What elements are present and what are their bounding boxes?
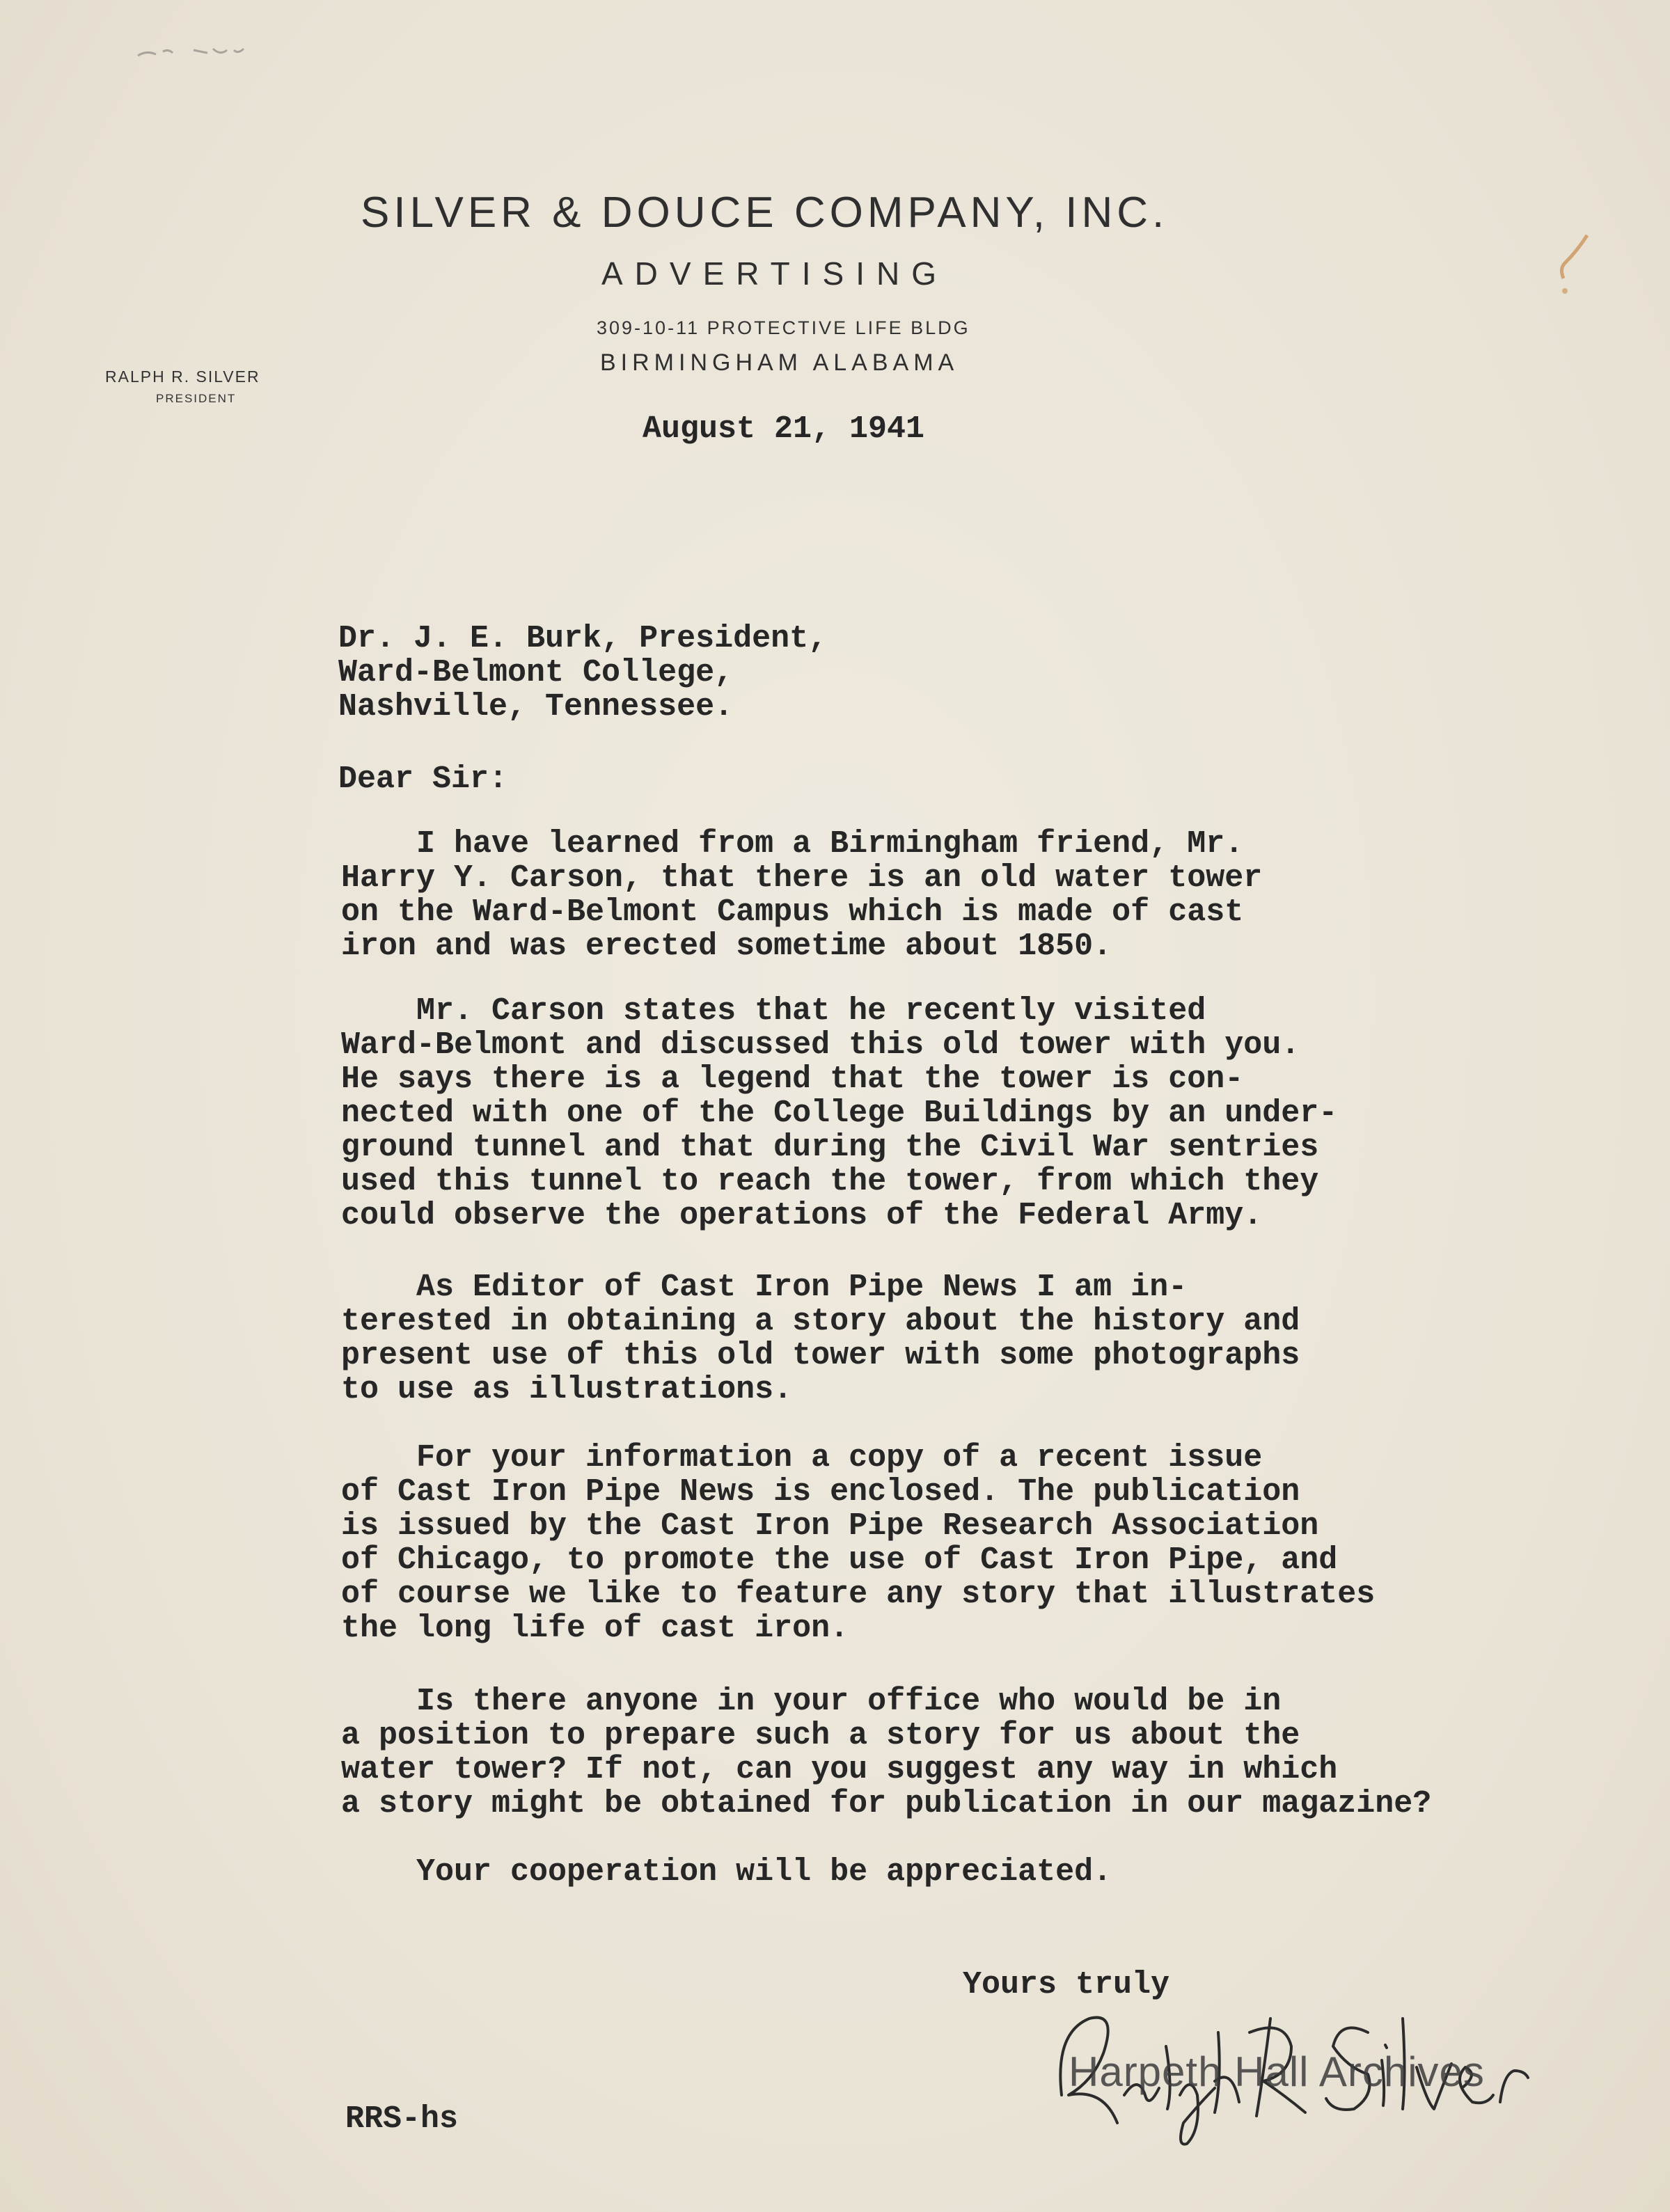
letter-date: August 21, 1941	[643, 411, 925, 447]
body-paragraph: Mr. Carson states that he recently visited Ward-Belmont and discussed this old tower with you. He says there is a legend that the tower is con- nected with one of the College Buildings by an under- ground tunnel and that during the Civil War sentries used this tunnel to reach the tower, from which they could observe the operations of the Federal Army.	[341, 993, 1338, 1233]
closing: Yours truly	[963, 1967, 1170, 2002]
typist-initials: RRS-hs	[345, 2101, 459, 2137]
archive-watermark: Harpeth Hall Archives	[1069, 2048, 1485, 2095]
pencil-mark	[132, 36, 251, 64]
recipient-line: Ward-Belmont College,	[338, 655, 734, 690]
letterhead-person-name: RALPH R. SILVER	[105, 368, 260, 386]
body-paragraph: Is there anyone in your office who would be in a position to prepare such a story for us about the water tower? If not, can you suggest any way in which a story might be obtained for publication in our magazine?	[341, 1684, 1432, 1822]
recipient-address	[338, 622, 827, 724]
body-paragraph: As Editor of Cast Iron Pipe News I am in- terested in obtaining a story about the history and present use of this old tower with some photographs to use as illustrations.	[341, 1270, 1300, 1407]
body-paragraph: I have learned from a Birmingham friend, Mr. Harry Y. Carson, that there is an old water tower on the Ward-Belmont Campus which is made of cast iron and was erected sometime about 1850.	[341, 826, 1263, 964]
recipient-line: Dr. J. E. Burk, President,	[338, 621, 828, 656]
recipient-line: Nashville, Tennessee.	[338, 689, 734, 725]
body-paragraph: For your information a copy of a recent issue of Cast Iron Pipe News is enclosed. The publication is issued by the Cast Iron Pipe Research Association of Chicago, to promote the use of Cast Iron Pipe, and of course we like to feature any story that illustrates the long life of cast iron.	[341, 1440, 1376, 1646]
letterhead-city: BIRMINGHAM ALABAMA	[600, 349, 959, 376]
salutation: Dear Sir:	[338, 761, 508, 797]
letterhead-person-title: PRESIDENT	[156, 392, 237, 405]
rust-stain	[1544, 230, 1600, 306]
letterhead-department: ADVERTISING	[601, 255, 948, 292]
letterhead-company: SILVER & DOUCE COMPANY, INC.	[361, 189, 1169, 237]
body-paragraph: Your cooperation will be appreciated.	[341, 1854, 1112, 1890]
letterhead-address: 309-10-11 PROTECTIVE LIFE BLDG	[597, 317, 970, 338]
